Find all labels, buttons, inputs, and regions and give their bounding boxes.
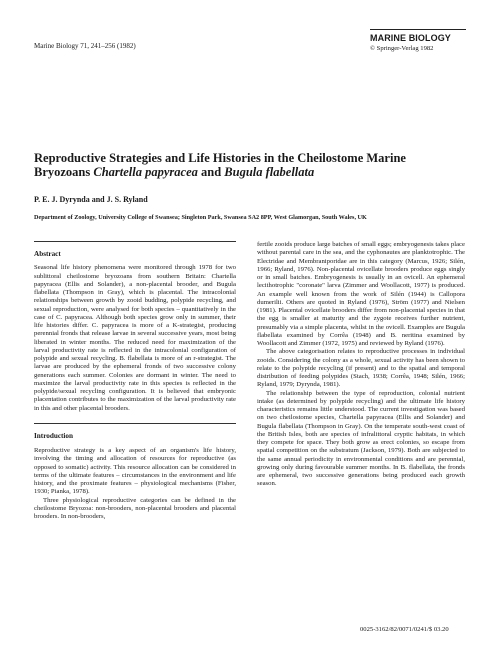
title-line-2 — [34, 165, 464, 179]
abstract-heading: Abstract — [34, 250, 61, 258]
title-line-1: Reproductive Strategies and Life Histories in the Cheilostome Marine — [34, 151, 406, 165]
abstract-text: Seasonal life history phenomena were monitored through 1978 for two sublittoral cheilostome bryozoans from southern Britain: Chartella papyracea (Ellis and Solander), a non-placental brooder, and Bugula flabellata (Thompson in Gray), which is placental. The intracolonial relationships between growth by zooid budding, polypide recycling, and sexual reproduction, were analysed for both species – quantitatively in the case of C. papyracea. Although both species grow only in summer, their life histories differ. C. papyracea is more of a K-strategist, producing perennial fronds that release larvae in several successive years, most being liberated in winter months. The reduced need for maximization of the larval productivity rate is reflected in the intracolonial configuration of polypide and sexual recycling. B. flabellata is more of an r-strategist. The larvae are produced by the ephemeral fronds of two successive colony generations each summer. Colonies are dormant in winter. The need to maximize the larval productivity rate in this species is reflected in the polypide/sexual recycling configuration. It is believed that embryonic placentation contributes to the maximization of the larval productivity rate in this and other placental brooders. — [34, 264, 236, 412]
right-paragraph-2: The above categorisation relates to reproductive processes in individual zooids. Considering the colony as a whole, sexual activity has been shown to relate to the polypide recycling (if present) and to the spatial and temporal distribution of feeding polypides (Stach, 1938; Corrêa, 1948; Silén, 1966; Ryland, 1979; Dyrynda, 1981). — [257, 348, 465, 389]
abstract-bottom-rule — [34, 423, 236, 424]
abstract-top-rule — [34, 241, 236, 242]
intro-paragraph-1: Reproductive strategy is a key aspect of an organism's life history, involving the timing and allocation of resources for reproductive (as opposed to somatic) activity. This resource allocation can be considered in terms of the ultimate features – circumstances in the environment and life history, and the proximate features – physiological mechanisms (Fisher, 1930; Pianka, 1978). — [34, 447, 236, 496]
right-column — [257, 241, 465, 489]
title-species-1: Chartella papyracea — [93, 165, 198, 179]
title-prefix: Bryozoans — [34, 165, 94, 179]
title-and: and — [197, 165, 225, 179]
right-paragraph-1: fertile zooids produce large batches of small eggs; embryogenesis takes place without parental care in the sea, and the cyphonautes are planktotrophic. The Electridae and Membraniporidae are in this category (Marcus, 1926; Silén, 1966; Ryland, 1976). Non-placental ovicellate brooders produce eggs singly or in small batches. Embryogenesis is usually in an ovicell. An ephemeral lecithotrophic "coronate" larva (Zimmer and Woollacott, 1977) is produced. An example well known from the work of Silén (1944) is Callopora dumerilii. Others are quoted in Ryland (1976), Ström (1977) and Nielsen (1981). Placental ovicellate brooders differ from non-placental species in that the egg is smaller at maturity and the zygote receives further nutrient, presumably via a simple placenta, whilst in the ovicell. Examples are Bugula flabellata examined by Corrêa (1948) and B. neritina examined by Woollacott and Zimmer (1972, 1975) and reviewed by Ryland (1976). — [257, 241, 465, 347]
journal-brand-box — [370, 29, 466, 52]
title-species-2: Bugula flabellata — [224, 165, 315, 179]
article-title — [34, 151, 464, 179]
left-column — [34, 241, 236, 521]
affiliation: Department of Zoology, University College of Swansea; Singleton Park, Swansea SA2 8PP, West Glamorgan, South Wales, UK — [34, 214, 367, 221]
publisher-copyright: © Springer-Verlag 1982 — [370, 45, 434, 52]
authors: P. E. J. Dyrynda and J. S. Ryland — [34, 195, 148, 204]
intro-paragraph-2: Three physiological reproductive categories can be defined in the cheilostome Bryozoa: non-brooders, non-placental brooders and placental brooders. In non-brooders, — [34, 496, 236, 520]
journal-reference: Marine Biology 71, 241–256 (1982) — [34, 42, 136, 50]
right-paragraph-3: The relationship between the type of reproduction, colonial nutrient intake (as determined by polypide recycling) and the ultimate life history characteristics remains little understood. The current investigation was based on two cheilostome species, Chartella papyracea (Ellis and Solander) and Bugula flabellata (Thompson in Gray). On the temperate south-west coast of the British Isles, both are species of infralittoral cryptic habitats, in which they compete for space. They both grow as erect colonies, so escape from spatial competition on the substratum (Jackson, 1979). Both are subjected to the same annual periodicity in environmental conditions and are perennial, growing only during favourable summer months. In B. flabellata, the fronds are ephemeral, two successive generations being produced each growth season. — [257, 389, 465, 488]
article-code: 0025-3162/82/0071/0241/$ 03.20 — [360, 626, 449, 633]
journal-brand-title: MARINE BIOLOGY — [370, 33, 451, 43]
introduction-heading: Introduction — [34, 431, 74, 440]
